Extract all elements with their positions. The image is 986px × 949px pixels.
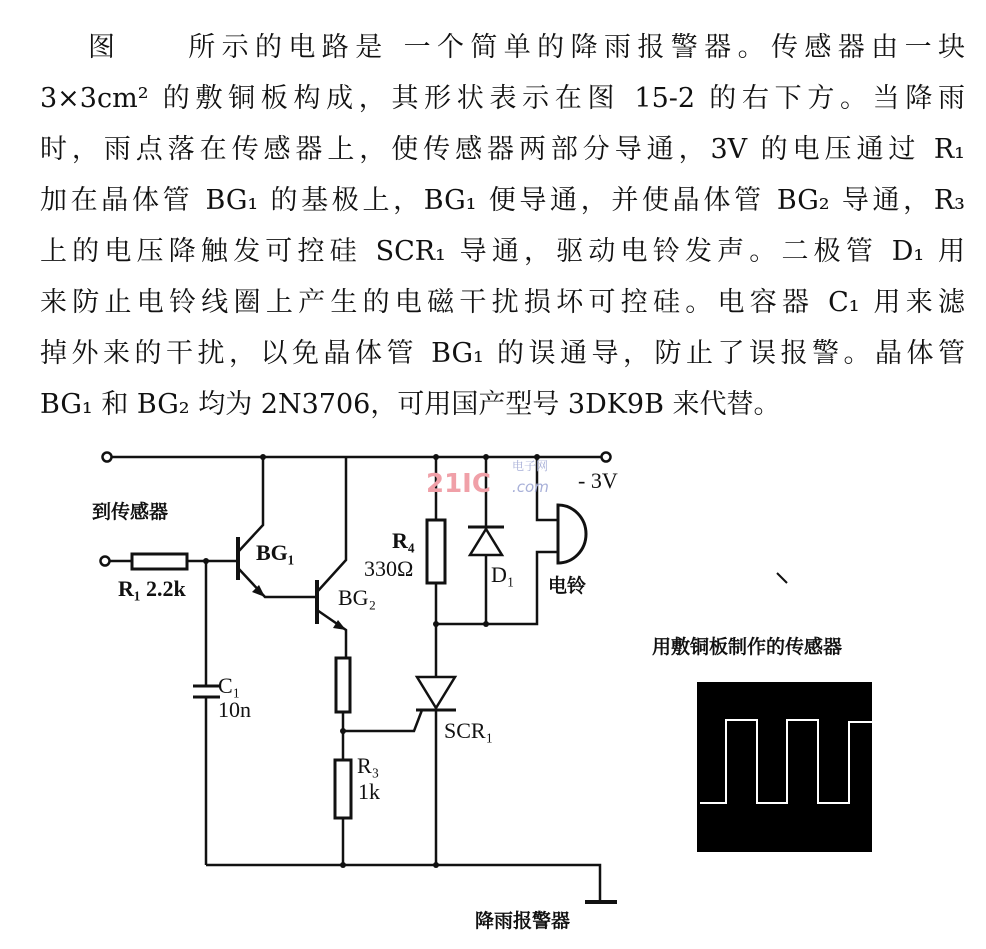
r1-label: R₁ 2.2k	[118, 576, 186, 601]
sensor-title: 用敷铜板制作的传感器	[652, 636, 843, 658]
scr-label: SCR₁	[444, 718, 494, 743]
diode-d1	[468, 527, 504, 555]
c1-value: 10n	[218, 697, 251, 722]
emitter-arrows	[252, 585, 346, 630]
resistor-r3	[335, 760, 351, 818]
copper-sensor-board	[697, 682, 872, 852]
d1-label: D₁	[491, 562, 515, 587]
paragraph-line: BG₁ 和 BG₂ 均为 2N3706，可用国产型号 3DK9B 来代替。	[40, 389, 781, 420]
resistor-r2	[336, 658, 350, 712]
paragraph-line: 图 所示的电路是 一个简单的降雨报警器。传感器由一块	[88, 32, 965, 63]
r3-label: R₃	[357, 753, 380, 778]
watermark-sub: 电子网	[512, 459, 549, 473]
bg2-label: BG₂	[338, 585, 377, 610]
watermark-21ic: 21IC	[426, 469, 491, 499]
terminal-sensor-input	[101, 557, 110, 566]
sensor-input-label: 到传感器	[92, 501, 169, 523]
terminal-left-top	[103, 453, 112, 462]
paragraph-line: 时，雨点落在传感器上，使传感器两部分导通，3V 的电压通过 R₁	[40, 134, 965, 165]
bell-icon	[558, 505, 586, 563]
wires	[110, 457, 617, 902]
paragraph-line: 加在晶体管 BG₁ 的基极上，BG₁ 便导通，并使晶体管 BG₂ 导通，R₃	[40, 185, 965, 216]
terminal-supply	[602, 453, 611, 462]
scr1	[416, 677, 456, 710]
watermark-domain: .com	[512, 478, 549, 496]
stray-mark	[777, 573, 787, 583]
c1-label: C₁	[218, 673, 241, 698]
resistor-r4	[427, 520, 445, 583]
r4-label: R₄	[392, 528, 415, 553]
capacitor-c1	[193, 686, 220, 697]
paragraph-line: 上的电压降触发可控硅 SCR₁ 导通，驱动电铃发声。二极管 D₁ 用	[40, 236, 965, 267]
supply-label: - 3V	[578, 468, 618, 493]
bell-label: 电铃	[548, 575, 587, 597]
bg1-label: BG₁	[256, 540, 295, 565]
paragraph-line: 来防止电铃线圈上产生的电磁干扰损坏可控硅。电容器 C₁ 用来滤	[40, 287, 965, 318]
paragraph-line: 掉外来的干扰，以免晶体管 BG₁ 的误通导，防止了误报警。晶体管	[40, 338, 965, 369]
figure-caption: 降雨报警器	[475, 910, 571, 932]
r4-value: 330Ω	[364, 556, 414, 581]
junctions	[203, 454, 540, 868]
resistor-r1	[132, 554, 187, 569]
r3-value: 1k	[358, 779, 380, 804]
paragraph-line: 3×3cm² 的敷铜板构成，其形状表示在图 15-2 的右下方。当降雨	[40, 83, 965, 114]
